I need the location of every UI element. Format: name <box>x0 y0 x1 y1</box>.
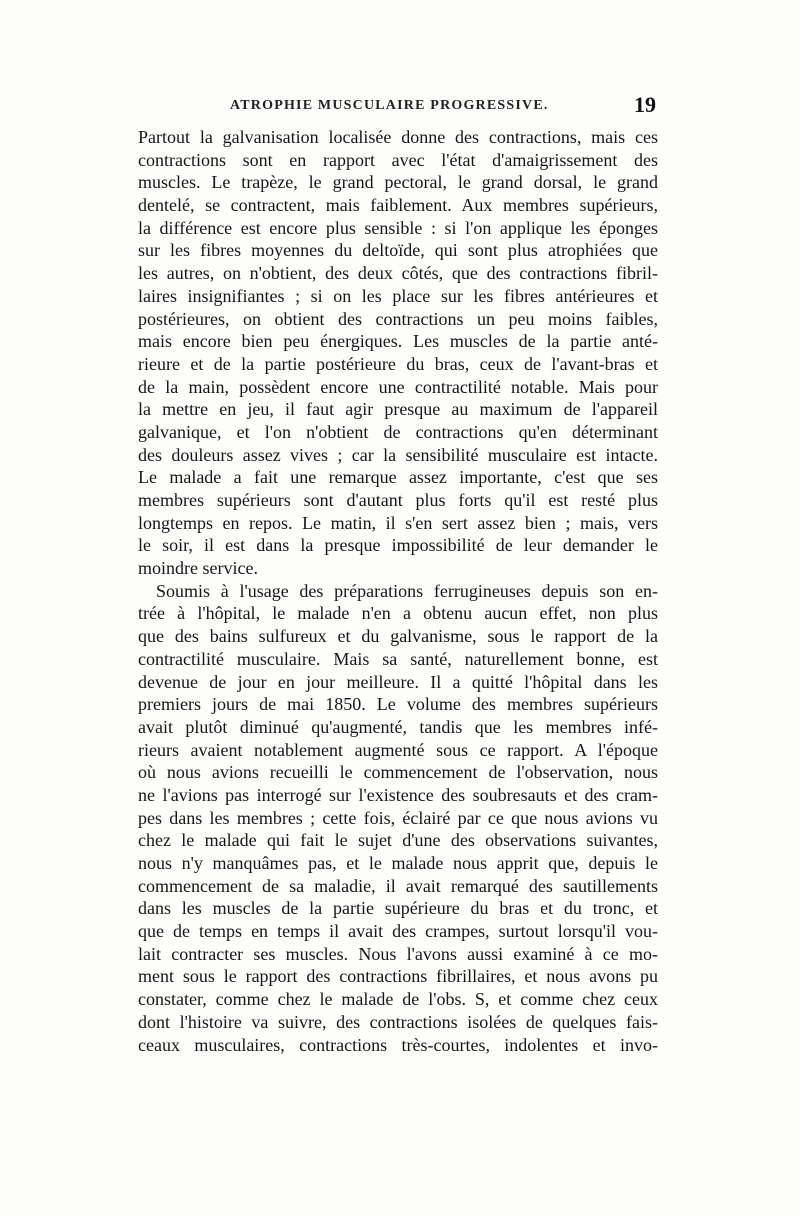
text-line: lait contracter ses muscles. Nous l'avons aussi examiné à ce mo- <box>138 943 658 964</box>
text-line: mais encore bien peu énergiques. Les muscles de la partie anté- <box>138 331 658 352</box>
text-line: moindre service. <box>138 558 258 579</box>
text-line: ceaux musculaires, contractions très-courtes, indolentes et invo- <box>138 1034 658 1055</box>
text-line: membres supérieurs sont d'autant plus forts qu'il est resté plus <box>138 490 658 510</box>
text-line: dentelé, se contractent, mais faiblement. Aux membres supérieurs, <box>138 195 658 216</box>
text-line: ment sous le rapport des contractions fibrillaires, et nous avons pu <box>138 966 658 987</box>
text-line: contractilité musculaire. Mais sa santé, naturellement bonne, est <box>138 648 658 669</box>
text-line: muscles. Le trapèze, le grand pectoral, le grand dorsal, le grand <box>138 172 658 193</box>
text-line: que de temps en temps il avait des crampes, surtout lorsqu'il vou- <box>138 921 658 942</box>
text-line: la différence est encore plus sensible : si l'on applique les éponges <box>138 217 658 238</box>
text-line: Le malade a fait une remarque assez importante, c'est que ses <box>138 467 658 488</box>
text-line: trée à l'hôpital, le malade n'en a obtenu aucun effet, non plus <box>138 603 658 624</box>
text-line: ne l'avions pas interrogé sur l'existence des soubresauts et des cram- <box>138 784 658 805</box>
text-line: premiers jours de mai 1850. Le volume des membres supérieurs <box>138 694 658 715</box>
text-line: dans les muscles de la partie supérieure du bras et du tronc, et <box>138 898 658 919</box>
text-line: nous n'y manquâmes pas, et le malade nous apprit que, depuis le <box>138 853 658 873</box>
text-line: chez le malade qui fait le sujet d'une des observations suivantes, <box>138 830 658 851</box>
text-line: postérieures, on obtient des contractions un peu moins faibles, <box>138 308 658 329</box>
text-line: des douleurs assez vives ; car la sensibilité musculaire est intacte. <box>138 444 658 465</box>
text-line: de la main, possèdent encore une contractilité notable. Mais pour <box>138 376 658 397</box>
running-head <box>138 92 656 120</box>
text-line: laires insignifiantes ; si on les place sur les fibres antérieures et <box>138 285 658 306</box>
paragraph-2 <box>138 580 658 1056</box>
text-line: Soumis à l'usage des préparations ferrugineuses depuis son en- <box>156 580 658 601</box>
body-text <box>138 126 658 1056</box>
text-line: constater, comme chez le malade de l'obs. S, et comme chez ceux <box>138 989 658 1010</box>
text-line: commencement de sa maladie, il avait remarqué des sautillements <box>138 875 658 896</box>
text-line: que des bains sulfureux et du galvanisme, sous le rapport de la <box>138 626 658 647</box>
text-line: où nous avions recueilli le commencement de l'observation, nous <box>138 762 658 783</box>
text-line: rieure et de la partie postérieure du bras, ceux de l'avant-bras et <box>138 353 658 374</box>
text-line: la mettre en jeu, il faut agir presque au maximum de l'appareil <box>138 399 658 420</box>
text-line: contractions sont en rapport avec l'état d'amaigrissement des <box>138 149 658 170</box>
text-line: avait plutôt diminué qu'augmenté, tandis que les membres infé- <box>138 716 658 737</box>
text-line: sur les fibres moyennes du deltoïde, qui sont plus atrophiées que <box>138 240 658 261</box>
running-title: ATROPHIE MUSCULAIRE PROGRESSIVE. <box>230 98 549 113</box>
text-line: le soir, il est dans la presque impossibilité de leur demander le <box>138 535 658 556</box>
page-number: 19 <box>634 92 656 117</box>
text-line: Partout la galvanisation localisée donne des contractions, mais ces <box>138 127 658 147</box>
text-line: pes dans les membres ; cette fois, éclairé par ce que nous avions vu <box>138 807 658 828</box>
paragraph-1 <box>138 126 658 580</box>
text-line: dont l'histoire va suivre, des contractions isolées de quelques fais- <box>138 1011 658 1032</box>
text-line: devenue de jour en jour meilleure. Il a quitté l'hôpital dans les <box>138 671 658 692</box>
text-line: galvanique, et l'on n'obtient de contractions qu'en déterminant <box>138 421 658 442</box>
text-line: les autres, on n'obtient, des deux côtés, que des contractions fibril- <box>138 263 658 284</box>
text-line: longtemps en repos. Le matin, il s'en sert assez bien ; mais, vers <box>138 512 658 533</box>
text-line: rieurs avaient notablement augmenté sous ce rapport. A l'époque <box>138 739 658 760</box>
